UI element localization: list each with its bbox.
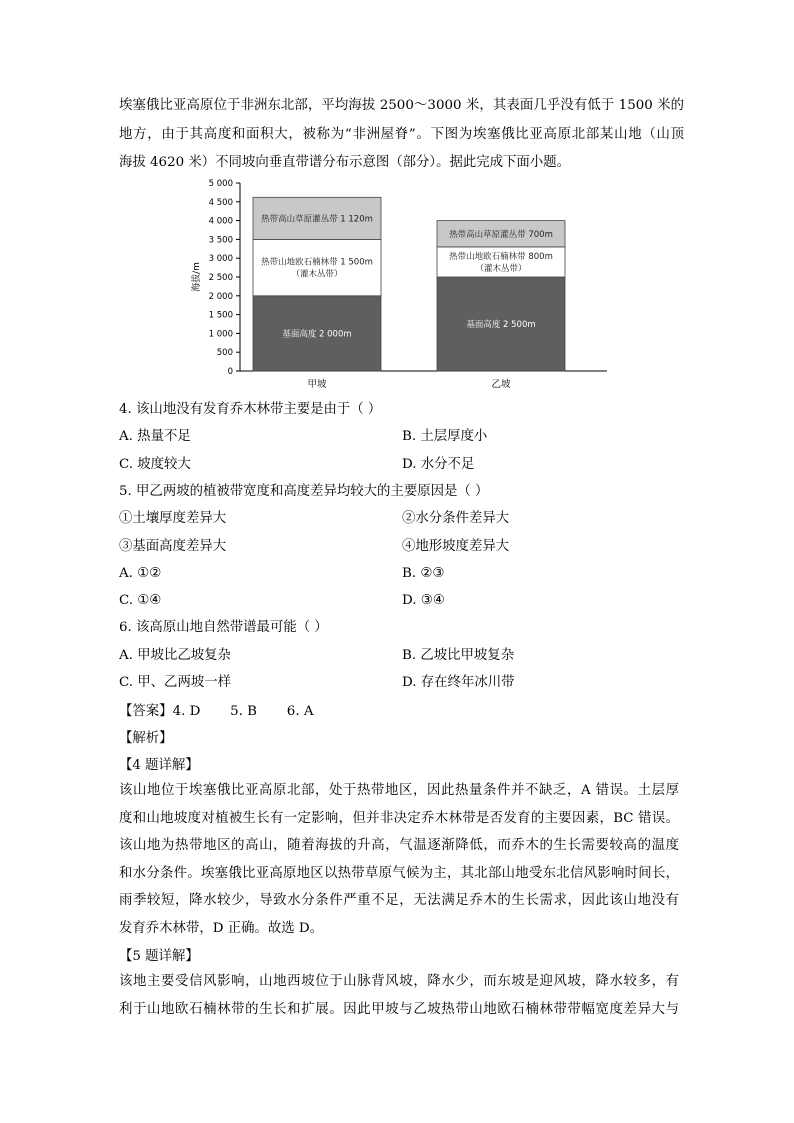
q6-option-a[interactable]: A. 甲坡比乙坡复杂 <box>119 648 231 663</box>
q5-option-b[interactable]: B. ②③ <box>402 566 445 581</box>
q5-statement-1: ①土壤厚度差异大 <box>119 511 227 526</box>
y-tick-label: 2 000 <box>208 291 233 302</box>
detail4-line: 该山地位于埃塞俄比亚高原北部，处于热带地区，因此热量条件并不缺乏，A 错误。土层厚 <box>119 783 679 798</box>
detail4-label: 【4 题详解】 <box>119 758 199 773</box>
detail4-line: 和水分条件。埃塞俄比亚高原地区以热带草原气候为主，其北部山地受东北信风影响时间长， <box>119 865 679 881</box>
detail4-body <box>119 777 679 942</box>
y-tick-label: 1 500 <box>208 310 233 321</box>
detail4-line: 雨季较短，降水较少，导致水分条件严重不足，无法满足乔木的生长需求，因此该山地没有 <box>119 893 679 908</box>
bar-segment-label: 热带山地欧石楠林带 1 500m <box>261 257 373 268</box>
q5-option-c[interactable]: C. ①④ <box>119 593 162 608</box>
detail5-label: 【5 题详解】 <box>119 949 199 964</box>
y-tick-label: 5 000 <box>208 179 233 189</box>
y-tick-label: 0 <box>227 367 233 377</box>
q4-option-c[interactable]: C. 坡度较大 <box>119 457 191 472</box>
bar-segment-label: （灌木丛带） <box>475 263 527 274</box>
q4-option-b[interactable]: B. 土层厚度小 <box>402 429 488 444</box>
bar-segment-label: 基面高度 2 000m <box>282 329 352 340</box>
q5-statement-2: ②水分条件差异大 <box>402 511 510 526</box>
detail4-line: 度和山地坡度对植被生长有一定影响，但并非决定乔木林带是否发育的主要因素，BC 错误。 <box>119 810 679 826</box>
q4-option-a[interactable]: A. 热量不足 <box>119 429 191 444</box>
q4-option-d[interactable]: D. 水分不足 <box>402 457 475 472</box>
answer-line <box>119 700 314 719</box>
vertical-zonation-chart <box>185 175 615 395</box>
bar-segment-label: 热带高山草原灌丛带 1 120m <box>261 214 373 225</box>
y-tick-label: 4 500 <box>208 197 233 208</box>
intro-paragraph <box>119 92 684 178</box>
q5-statement-4: ④地形坡度差异大 <box>402 539 510 554</box>
intro-line: 海拔 4620 米）不同坡向垂直带谱分布示意图（部分）。据此完成下面小题。 <box>119 155 570 170</box>
q5-option-a[interactable]: A. ①② <box>119 566 162 581</box>
answer-label: 【答案】 <box>119 704 173 719</box>
q6-option-b[interactable]: B. 乙坡比甲坡复杂 <box>402 648 515 663</box>
q6-stem: 6. 该高原山地自然带谱最可能（ ） <box>119 620 328 635</box>
bar-segment-label: 热带山地欧石楠林带 800m <box>449 251 553 262</box>
bar-segment-label: 基面高度 2 500m <box>466 320 536 330</box>
bar-segment-label: （灌木丛带） <box>291 269 343 280</box>
bar-segment-label: 热带高山草原灌丛带 700m <box>449 229 553 240</box>
q5-stem: 5. 甲乙两坡的植被带宽度和高度差异均较大的主要原因是（ ） <box>119 484 489 499</box>
y-axis-label: 海拔/m <box>192 262 202 292</box>
detail4-line: 该山地为热带地区的高山，随着海拔的升高，气温逐渐降低，而乔木的生长需要较高的温度 <box>119 838 679 853</box>
intro-line: 地方，由于其高度和面积大，被称为“非洲屋脊”。下图为埃塞俄比亚高原北部某山地（山顶 <box>119 126 684 142</box>
q4-stem: 4. 该山地没有发育乔木林带主要是由于（ ） <box>119 402 382 417</box>
x-category-label: 甲坡 <box>307 379 327 390</box>
detail5-body <box>119 968 679 1023</box>
analysis-label: 【解析】 <box>119 731 173 746</box>
q5-statement-3: ③基面高度差异大 <box>119 539 227 554</box>
answer-items: 4. D 5. B 6. A <box>172 704 314 719</box>
q6-option-c[interactable]: C. 甲、乙两坡一样 <box>119 675 232 690</box>
y-tick-label: 500 <box>216 348 233 359</box>
y-tick-label: 1 000 <box>208 329 233 340</box>
detail5-line: 该地主要受信风影响，山地西坡位于山脉背风坡，降水少，而东坡是迎风坡，降水较多，有 <box>119 974 679 989</box>
q5-option-d[interactable]: D. ③④ <box>402 593 445 608</box>
y-tick-label: 4 000 <box>208 216 233 227</box>
y-tick-label: 3 500 <box>208 235 233 246</box>
detail4-line: 发育乔木林带，D 正确。故选 D。 <box>119 920 324 936</box>
y-tick-label: 3 000 <box>208 254 233 265</box>
q6-option-d[interactable]: D. 存在终年冰川带 <box>402 675 515 690</box>
detail5-line: 利于山地欧石楠林带的生长和扩展。因此甲坡与乙坡热带山地欧石楠林带带幅宽度差异大与 <box>119 1001 679 1017</box>
y-tick-label: 2 500 <box>208 273 233 283</box>
intro-line: 埃塞俄比亚高原位于非洲东北部，平均海拔 2500～3000 米，其表面几乎没有低于 1500 米的 <box>119 98 684 113</box>
x-category-label: 乙坡 <box>491 379 511 390</box>
